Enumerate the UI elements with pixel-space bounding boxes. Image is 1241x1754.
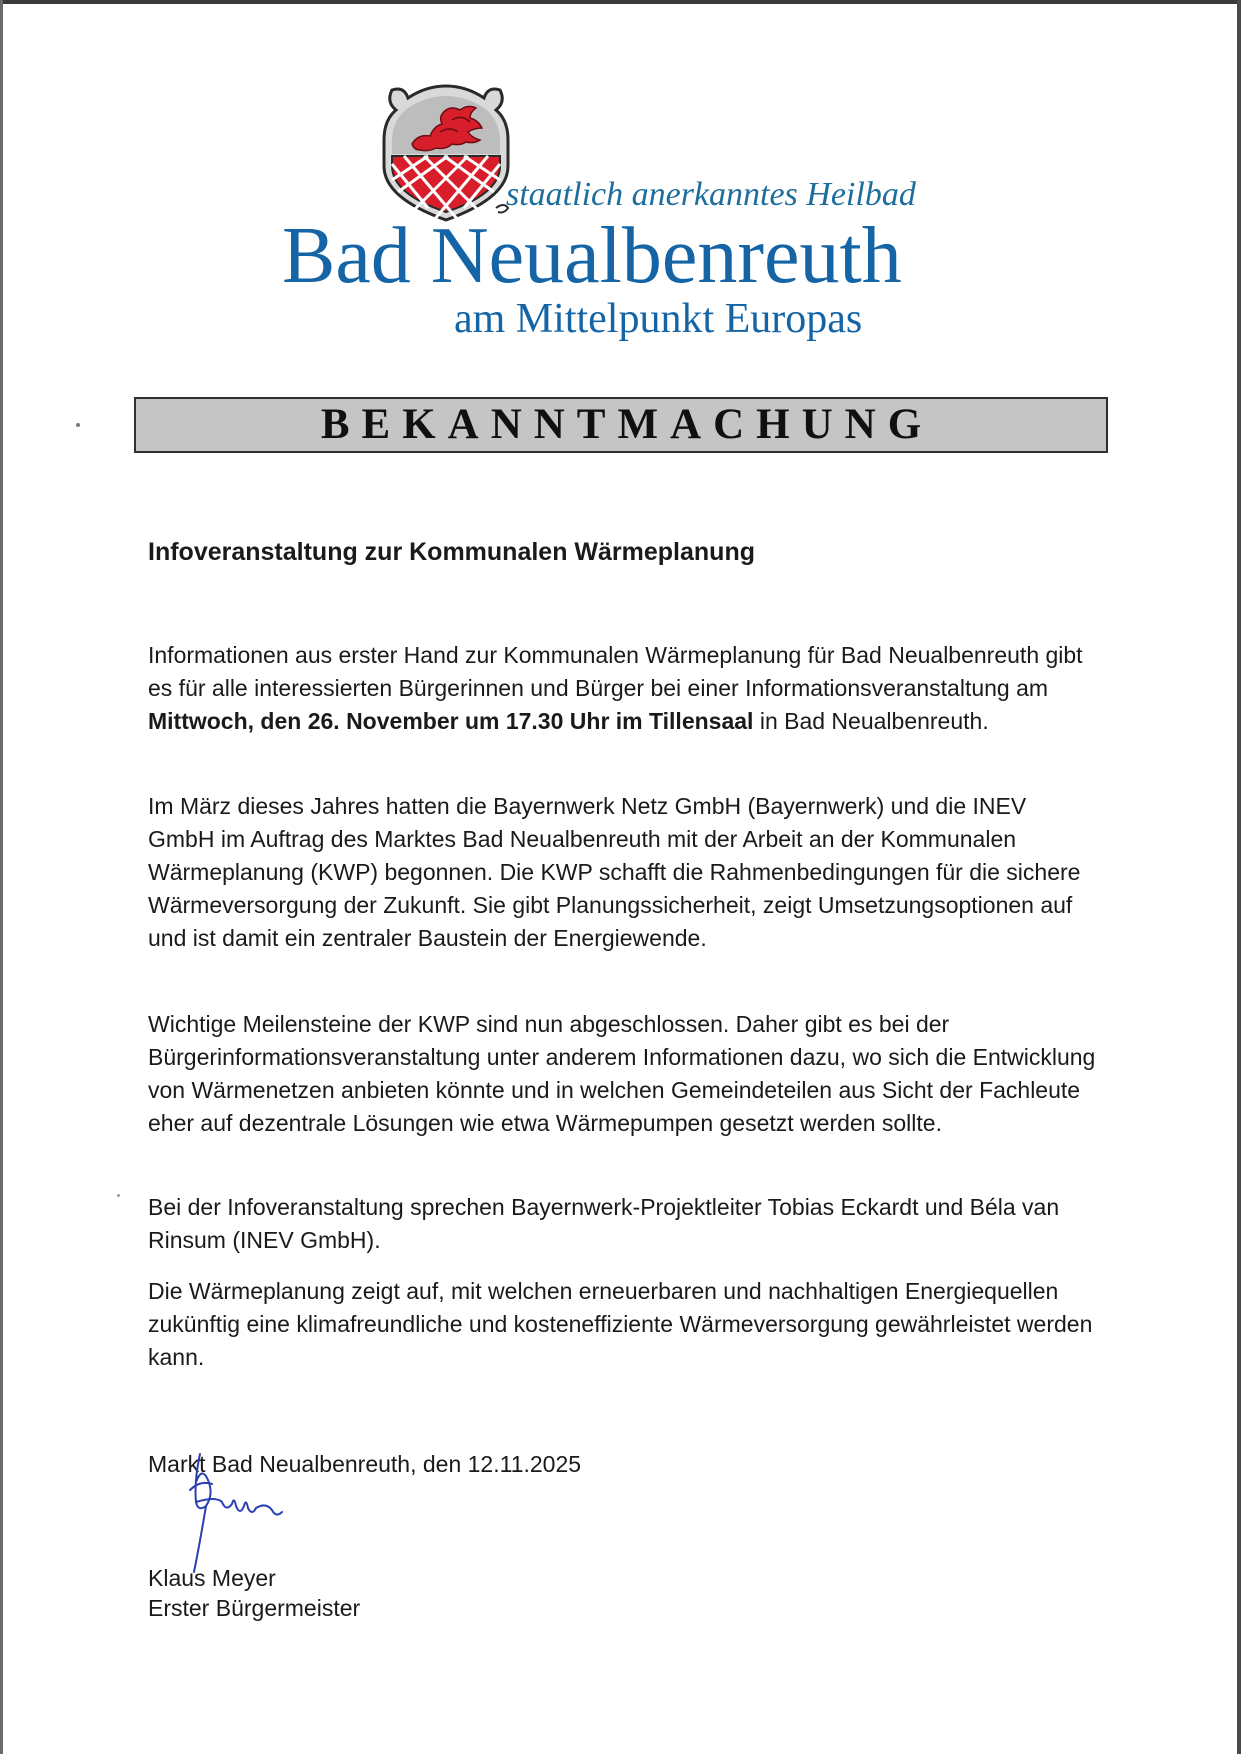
letterhead-tagline: staatlich anerkanntes Heilbad bbox=[506, 176, 916, 213]
page-edge-right bbox=[1237, 0, 1241, 1754]
notice-paragraph-4: Bei der Infoveranstaltung sprechen Bayernwerk-Projektleiter Tobias Eckardt und Béla van Rinsum (INEV GmbH). bbox=[148, 1194, 1060, 1253]
paragraph-1-outro: in Bad Neualbenreuth. bbox=[753, 708, 989, 734]
town-subtitle: am Mittelpunkt Europas bbox=[454, 296, 863, 342]
page-edge-top bbox=[0, 0, 1241, 4]
page-edge-left bbox=[0, 0, 3, 1754]
notice-paragraph-2: Im März dieses Jahres hatten die Bayernwerk Netz GmbH (Bayernwerk) und die INEV GmbH im Auftrag des Marktes Bad Neualbenreuth mit der Arbeit an der Kommunalen Wärmeplanung (KWP) begonnen. Die KWP schafft die Rahmenbedingungen für die sichere Wärmeversorgung der Zukunft. Sie gibt Planungssicherheit, zeigt Umsetzungsoptionen auf und ist damit ein zentraler Baustein der Energiewende. bbox=[148, 793, 1081, 951]
banner-title: BEKANNTMACHUNG bbox=[320, 401, 934, 448]
paragraph-1-intro: Informationen aus erster Hand zur Kommunalen Wärmeplanung für Bad Neualbenreuth gibt es für alle interessierten Bürgerinnen und Bürger bei einer Informationsveranstaltung am bbox=[148, 642, 1083, 701]
scan-speck bbox=[117, 1194, 120, 1197]
notice-paragraph-5: Die Wärmeplanung zeigt auf, mit welchen erneuerbaren und nachhaltigen Energiequellen zukünftig eine klimafreundliche und kosteneffiziente Wärmeversorgung gewährleistet werden kann. bbox=[148, 1278, 1093, 1370]
announcement-banner bbox=[134, 397, 1108, 453]
town-name: Bad Neualbenreuth bbox=[282, 212, 902, 300]
notice-paragraph-3: Wichtige Meilensteine der KWP sind nun abgeschlossen. Daher gibt es bei der Bürgerinformationsveranstaltung unter anderem Informationen dazu, wo sich die Entwicklung von Wärmenetzen anbieten könnte und in welchen Gemeindeteilen aus Sicht der Fachleute eher auf dezentrale Lösungen wie etwa Wärmepumpen gesetzt werden sollte. bbox=[148, 1011, 1096, 1136]
signer-title: Erster Bürgermeister bbox=[148, 1595, 361, 1621]
handwritten-signature-icon bbox=[186, 1432, 292, 1584]
event-date-time-venue: Mittwoch, den 26. November um 17.30 Uhr im Tillensaal bbox=[148, 708, 754, 734]
notice-paragraph-1 bbox=[148, 639, 1098, 738]
place-and-date: Markt Bad Neualbenreuth, den 12.11.2025 bbox=[148, 1451, 582, 1477]
coat-of-arms-icon bbox=[378, 80, 514, 224]
signer-name: Klaus Meyer bbox=[148, 1565, 276, 1591]
notice-heading: Infoveranstaltung zur Kommunalen Wärmeplanung bbox=[148, 538, 755, 566]
scan-speck bbox=[76, 423, 80, 427]
